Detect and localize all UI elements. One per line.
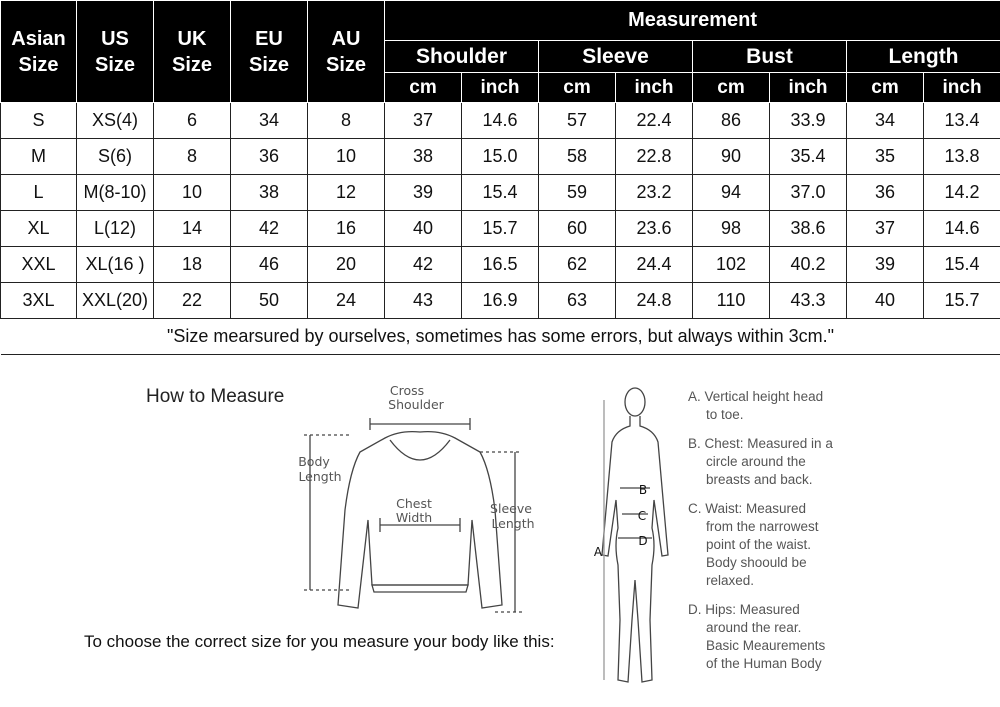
size-cell: 8 [308, 103, 385, 139]
size-cell: 59 [539, 175, 616, 211]
size-cell: XXL [1, 247, 77, 283]
size-cell: 33.9 [770, 103, 847, 139]
size-cell: 38 [231, 175, 308, 211]
sleeve-length-label: Length [491, 516, 535, 531]
size-cell: 39 [385, 175, 462, 211]
size-row [1, 247, 1000, 283]
size-cell: 14 [154, 211, 231, 247]
size-cell: 94 [693, 175, 770, 211]
size-cell: 20 [308, 247, 385, 283]
size-cell: 40.2 [770, 247, 847, 283]
body-outline [602, 416, 668, 682]
size-cell: 15.4 [924, 247, 1000, 283]
header-bust: Bust [693, 41, 847, 73]
header-au-size: AU Size [308, 1, 385, 103]
human-body-figure [590, 380, 680, 700]
size-cell: 3XL [1, 283, 77, 319]
header-sleeve: Sleeve [539, 41, 693, 73]
unit-header: cm [385, 73, 462, 103]
size-cell: 110 [693, 283, 770, 319]
label-d: D [638, 534, 648, 548]
size-cell: 16 [308, 211, 385, 247]
legend-item-b: B. Chest: Measured in a circle around the breasts and back. [688, 436, 833, 487]
size-cell: 37 [385, 103, 462, 139]
size-cell: 8 [154, 139, 231, 175]
unit-header: inch [770, 73, 847, 103]
cross-shoulder-label: Cross [389, 383, 425, 398]
size-row [1, 283, 1000, 319]
size-cell: 42 [231, 211, 308, 247]
label-b: B [638, 483, 648, 497]
header-measurement: Measurement [385, 1, 1000, 41]
size-cell: 24.4 [616, 247, 693, 283]
choose-size-instruction: To choose the correct size for you measure your body like this: [84, 632, 555, 651]
size-cell: M(8-10) [77, 175, 154, 211]
body-length-label: Length [298, 469, 342, 484]
size-cell: 36 [847, 175, 924, 211]
size-cell: 37 [847, 211, 924, 247]
size-cell: 14.2 [924, 175, 1000, 211]
size-cell: 23.2 [616, 175, 693, 211]
body-head [625, 388, 645, 416]
legend-item-d: D. Hips: Measured around the rear. Basic Meaurements of the Human Body [688, 602, 826, 671]
size-cell: 15.4 [462, 175, 539, 211]
size-cell: 40 [385, 211, 462, 247]
how-to-measure-section [0, 356, 1000, 707]
legend-item-c: C. Waist: Measured from the narrowest point of the waist. Body shoould be relaxed. [688, 501, 819, 588]
size-cell: 50 [231, 283, 308, 319]
size-cell: 38 [385, 139, 462, 175]
garment-measure-diagram [290, 380, 550, 630]
size-cell: 36 [231, 139, 308, 175]
size-table-body [1, 103, 1000, 355]
size-cell: 22 [154, 283, 231, 319]
size-cell: 58 [539, 139, 616, 175]
size-cell: 63 [539, 283, 616, 319]
size-cell: 24 [308, 283, 385, 319]
size-cell: 15.0 [462, 139, 539, 175]
header-length: Length [847, 41, 1000, 73]
legend-item-a: A. Vertical height head to toe. [688, 389, 824, 422]
size-cell: 62 [539, 247, 616, 283]
size-cell: 39 [847, 247, 924, 283]
size-row [1, 103, 1000, 139]
size-cell: 60 [539, 211, 616, 247]
size-cell: 16.9 [462, 283, 539, 319]
size-cell: XL [1, 211, 77, 247]
size-cell: 22.4 [616, 103, 693, 139]
label-c: C [637, 509, 647, 523]
size-cell: 10 [154, 175, 231, 211]
size-cell: 16.5 [462, 247, 539, 283]
size-cell: 13.4 [924, 103, 1000, 139]
size-cell: 15.7 [462, 211, 539, 247]
size-cell: 15.7 [924, 283, 1000, 319]
size-cell: 40 [847, 283, 924, 319]
measurement-note: "Size mearsured by ourselves, sometimes has some errors, but always within 3cm." [1, 319, 1000, 355]
size-cell: 34 [231, 103, 308, 139]
size-cell: 35 [847, 139, 924, 175]
size-cell: 35.4 [770, 139, 847, 175]
size-row [1, 139, 1000, 175]
unit-header: inch [924, 73, 1000, 103]
measurement-legend [688, 388, 878, 684]
chest-width-label: Chest [396, 496, 432, 511]
size-cell: 6 [154, 103, 231, 139]
size-cell: 10 [308, 139, 385, 175]
size-cell: 14.6 [924, 211, 1000, 247]
size-cell: 43 [385, 283, 462, 319]
chest-width-label: Width [395, 510, 433, 525]
size-cell: XXL(20) [77, 283, 154, 319]
how-to-measure-title: How to Measure [146, 386, 285, 407]
body-length-label: Body [298, 454, 330, 469]
size-cell: 57 [539, 103, 616, 139]
size-cell: L [1, 175, 77, 211]
label-a: A [593, 545, 603, 559]
unit-header: cm [539, 73, 616, 103]
size-cell: L(12) [77, 211, 154, 247]
size-row [1, 175, 1000, 211]
size-cell: M [1, 139, 77, 175]
header-asian-size: Asian Size [1, 1, 77, 103]
size-cell: 42 [385, 247, 462, 283]
size-cell: 14.6 [462, 103, 539, 139]
size-cell: 98 [693, 211, 770, 247]
size-cell: 102 [693, 247, 770, 283]
header-shoulder: Shoulder [385, 41, 539, 73]
unit-header: cm [847, 73, 924, 103]
size-cell: S [1, 103, 77, 139]
size-cell: 18 [154, 247, 231, 283]
size-cell: 12 [308, 175, 385, 211]
size-cell: 46 [231, 247, 308, 283]
size-row [1, 211, 1000, 247]
size-cell: S(6) [77, 139, 154, 175]
size-cell: 24.8 [616, 283, 693, 319]
size-cell: 90 [693, 139, 770, 175]
size-cell: 34 [847, 103, 924, 139]
size-cell: XS(4) [77, 103, 154, 139]
size-cell: XL(16 ) [77, 247, 154, 283]
header-us-size: US Size [77, 1, 154, 103]
header-eu-size: EU Size [231, 1, 308, 103]
size-cell: 23.6 [616, 211, 693, 247]
unit-header: inch [616, 73, 693, 103]
header-uk-size: UK Size [154, 1, 231, 103]
unit-header: inch [462, 73, 539, 103]
size-cell: 22.8 [616, 139, 693, 175]
sleeve-length-label: Sleeve [490, 501, 532, 516]
size-cell: 86 [693, 103, 770, 139]
size-cell: 38.6 [770, 211, 847, 247]
unit-header: cm [693, 73, 770, 103]
cross-shoulder-label: Shoulder [388, 397, 444, 412]
size-cell: 43.3 [770, 283, 847, 319]
size-cell: 37.0 [770, 175, 847, 211]
size-cell: 13.8 [924, 139, 1000, 175]
